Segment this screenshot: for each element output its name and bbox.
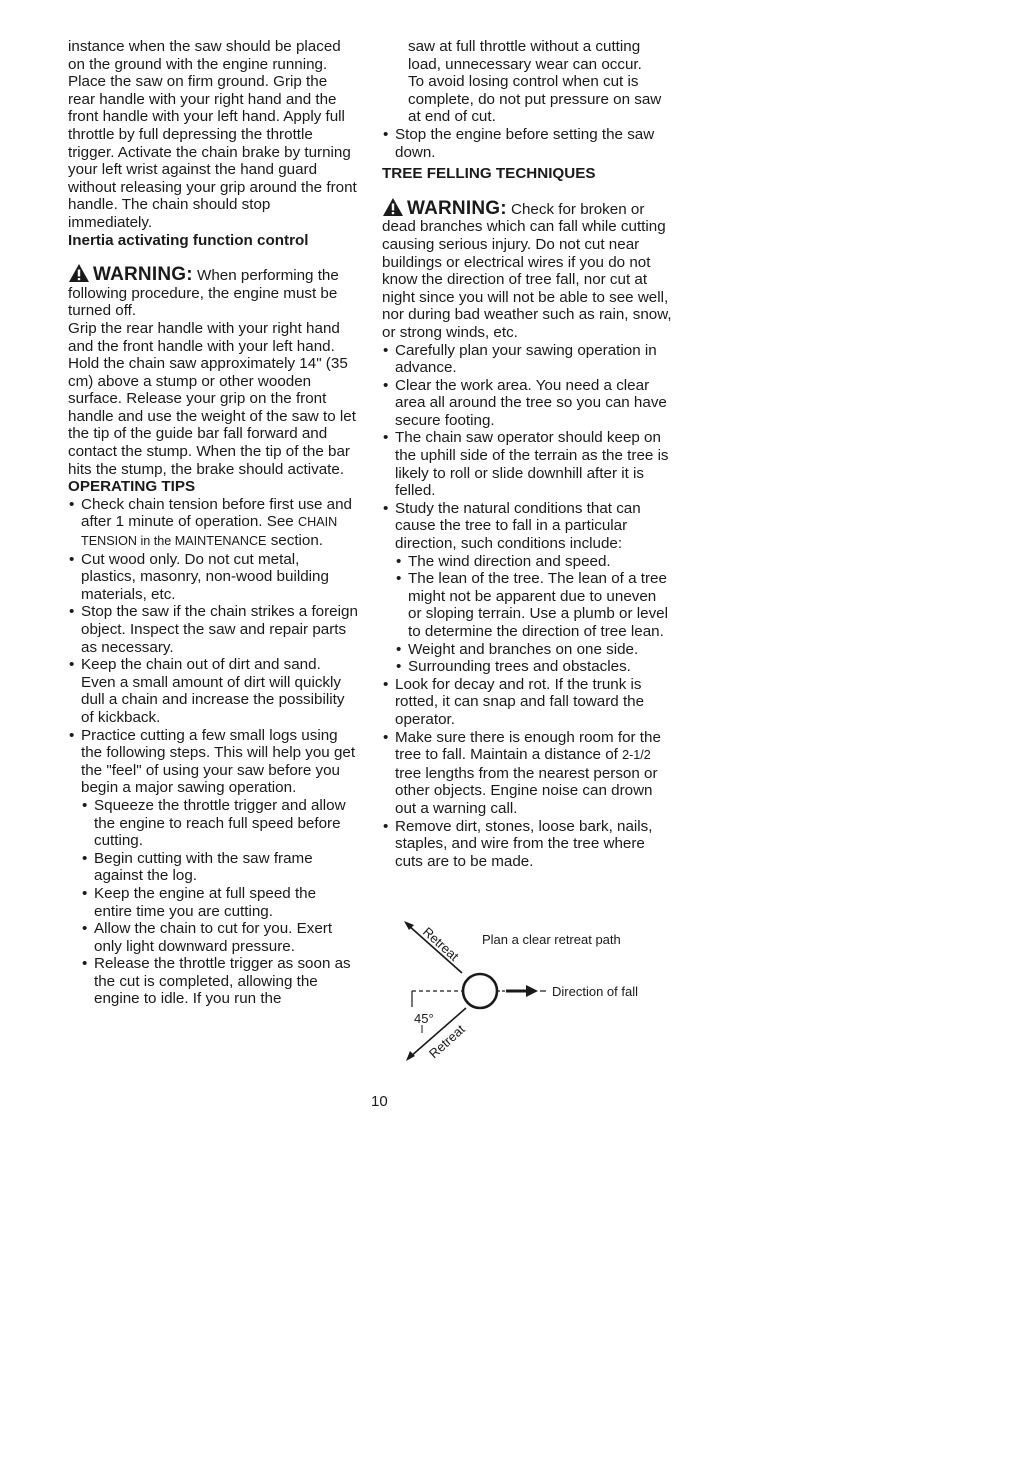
warning-triangle-icon — [382, 197, 404, 217]
list-item: • Make sure there is enough room for the tree to fall. Maintain a distance of 2-1/2 tree lengths from the nearest person or other objects. Engine noise can drown out a warning call. — [382, 729, 672, 818]
plan-retreat-label: Plan a clear retreat path — [482, 932, 621, 947]
retreat-path-diagram — [400, 915, 680, 1070]
left-column — [68, 38, 358, 1008]
right-column — [382, 38, 672, 870]
list-item: • Surrounding trees and obstacles. — [395, 658, 672, 676]
page-number: 10 — [371, 1093, 388, 1110]
list-item: • Stop the saw if the chain strikes a foreign object. Inspect the saw and repair parts as necessary. — [68, 603, 358, 656]
retreat-label-lower: Retreat — [425, 1021, 468, 1062]
list-item: • Cut wood only. Do not cut metal, plastics, masonry, non-wood building materials, etc. — [68, 551, 358, 604]
fall-direction-arrow — [497, 985, 546, 997]
retreat-label-upper: Retreat — [419, 924, 462, 964]
angle-label: 45° — [414, 1011, 434, 1026]
operating-tips-list — [68, 496, 358, 1008]
list-item: • Allow the chain to cut for you. Exert only light downward pressure. — [81, 920, 358, 955]
list-item: • Look for decay and rot. If the trunk is rotted, it can snap and fall toward the operator. — [382, 676, 672, 729]
list-item: • Study the natural conditions that can cause the tree to fall in a particular direction, such conditions include: • The wind direction and speed. • The lean of the tree. The lean of a tree might not be apparent due to uneven or sloping terrain. Use a plumb or level to determine the direction of tree lean. • Weight and branches on one side. • Surrounding trees and obstacles. — [382, 500, 672, 676]
direction-of-fall-label: Direction of fall — [552, 984, 638, 999]
list-item: • Carefully plan your sawing operation in advance. — [382, 342, 672, 377]
list-item: • The chain saw operator should keep on the uphill side of the terrain as the tree is likely to roll or slide downhill after it is felled. — [382, 429, 672, 499]
retreat-arrow-upper — [404, 921, 462, 973]
list-item: • Weight and branches on one side. — [395, 641, 672, 659]
heading-operating-tips: OPERATING TIPS — [68, 478, 196, 496]
list-item: • Keep the chain out of dirt and sand. Even a small amount of dirt will quickly dull a chain and increase the possibility of kickback. — [68, 656, 358, 726]
warning-felling — [382, 197, 672, 342]
list-item: • Squeeze the throttle trigger and allow the engine to reach full speed before cutting. — [81, 797, 358, 850]
warning-label: WARNING: — [407, 197, 507, 219]
warning-text: Check for broken or dead branches which can fall while cutting causing serious injury. Do not cut near buildings or electrical wires if you do not know the direction of tree fall, nor cut at night since you will not be able to see well, nor during bad weather such as rain, snow, or strong winds, etc. — [382, 200, 672, 341]
operating-tips-continued — [382, 38, 672, 161]
heading-tree-felling: TREE FELLING TECHNIQUES — [382, 165, 596, 183]
list-item: • saw at full throttle without a cutting load, unnecessary wear can occur. — [382, 38, 672, 73]
list-item: • Stop the engine before setting the saw down. — [382, 126, 672, 161]
list-item: • The lean of the tree. The lean of a tree might not be apparent due to uneven or sloping terrain. Use a plumb or level to determine the direction of tree lean. — [395, 570, 672, 640]
list-item: • Release the throttle trigger as soon as the cut is completed, allowing the engine to idle. If you run the — [81, 955, 358, 1008]
paragraph-inertia-procedure: Grip the rear handle with your right hand and the front handle with your left hand. Hold the chain saw approximately 14" (35 cm) above a stump or other wooden surface. Release your grip on the front handle and use the weight of the saw to let the tip of the guide bar fall forward and contact the stump. When the tip of the bar hits the stump, the brake should activate. — [68, 319, 356, 478]
list-item: • The wind direction and speed. — [395, 553, 672, 571]
list-item: • Practice cutting a few small logs using the following steps. This will help you get the "feel" of using your saw before you begin a major sawing operation. • Squeeze the throttle trigger and allow the engine to reach full speed before cutting. • Begin cutting with the saw frame against the log. • Keep the engine at full speed the entire time you are cutting. • Allow the chain to cut for you. Exert only light downward pressure. • Release the throttle trigger as soon as the cut is completed, allowing the engine to idle. If you run the — [68, 727, 358, 1009]
heading-inertia-control: Inertia activating function control — [68, 231, 309, 249]
warning-triangle-icon — [68, 263, 90, 283]
list-item: • Begin cutting with the saw frame against the log. — [81, 850, 358, 885]
list-item: • Keep the engine at full speed the entire time you are cutting. — [81, 885, 358, 920]
list-item: • Clear the work area. You need a clear area all around the tree so you can have secure footing. — [382, 377, 672, 430]
felling-tips-list — [382, 342, 672, 871]
practice-steps-list — [81, 797, 358, 1008]
list-item: • Check chain tension before first use and after 1 minute of operation. See CHAIN TENSION in the MAINTENANCE section. — [68, 496, 358, 551]
list-item: • Remove dirt, stones, loose bark, nails, staples, and wire from the tree where cuts are to be made. — [382, 818, 672, 871]
warning-inertia — [68, 263, 358, 320]
warning-label: WARNING: — [93, 264, 193, 286]
natural-conditions-list — [395, 553, 672, 676]
warning-text: When performing the following procedure, the engine must be turned off. — [68, 267, 339, 320]
paragraph-chain-brake-test: Place the saw on firm ground. Grip the rear handle with your right hand and the front handle with your left hand. Apply full throttle by full depressing the throttle trigger. Activate the chain brake by turning your left wrist against the hand guard without releasing your grip around the front handle. The chain should stop immediately. — [68, 73, 357, 231]
list-item: • To avoid losing control when cut is complete, do not put pressure on saw at end of cut. — [382, 73, 672, 126]
tree-circle — [463, 974, 497, 1008]
paragraph-placement-intro: instance when the saw should be placed on the ground with the engine running. — [68, 38, 341, 73]
